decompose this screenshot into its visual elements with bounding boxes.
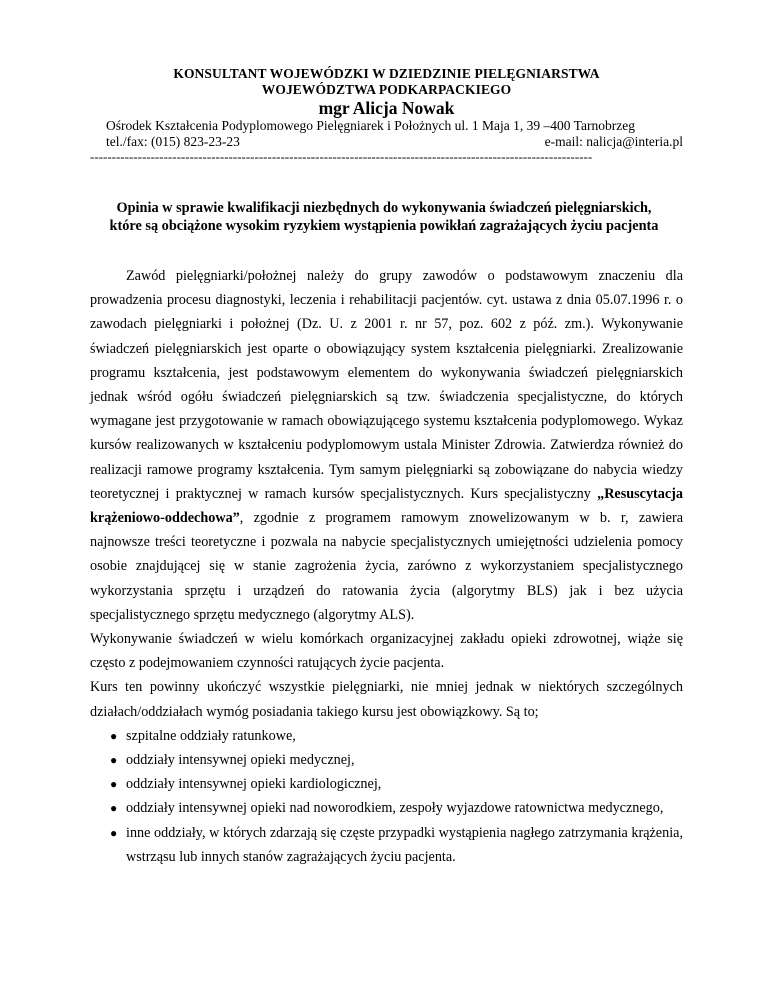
list-item [90, 772, 683, 796]
letterhead-separator: -------------------------------------------------------------------------------------------------------------------- [90, 150, 593, 164]
consultant-name: mgr Alicja Nowak [318, 98, 455, 118]
bullet-icon: ● [110, 777, 118, 792]
list-item-text: oddziały intensywnej opieki medycznej, [126, 752, 355, 769]
list-item [90, 796, 683, 820]
required-units-list [90, 724, 683, 869]
list-item-text: inne oddziały, w których zdarzają się częste przypadki wystąpienia nagłego zatrzymania krążenia, wstrząsu lub innych stanów zagrażających życiu pacjenta. [126, 824, 683, 865]
paragraph-1-text-cont: , zgodnie z programem ramowym znowelizowanym w b. r, zawiera najnowsze treści teoretyczne i pozwala na nabycie specjalistycznych umiejętności udzielenia pomocy osobie znajdującej się w stanie zagrożenia życia, zarówno z wykorzystaniem specjalistycznego wykorzystania sprzętu i urządzeń do ratowania życia (algorytmy BLS) jak i bez użycia specjalistycznego sprzętu medycznego (algorytmy ALS). [90, 510, 683, 623]
bullet-icon: ● [110, 825, 118, 840]
bullet-icon: ● [110, 801, 118, 816]
course-name: „Resuscytacja krążeniowo-oddechowa” [90, 485, 683, 527]
document-title-line2: które są obciążone wysokim ryzykiem wystąpienia powikłań zagrażających życiu pacjenta [109, 218, 659, 234]
list-item-text: oddziały intensywnej opieki nad noworodkiem, zespoły wyjazdowe ratownictwa medycznego, [126, 800, 664, 817]
list-item-text: oddziały intensywnej opieki kardiologicznej, [126, 776, 382, 793]
paragraph-1-text: Zawód pielęgniarki/położnej należy do grupy zawodów o podstawowym znaczeniu dla prowadzenia procesu diagnostyki, leczenia i rehabilitacji pacjentów. cyt. ustawa z dnia 05.07.1996 r. o zawodach pielęgniarki i położnej (Dz. U. z 2001 r. nr 57, poz. 602 z póź. zm.). Wykonywanie świadczeń pielęgniarskich jest oparte o obowiązujący system kształcenia pielęgniarki. Zrealizowanie programu kształcenia, jest podstawowym elementem do wykonywania świadczeń pielęgniarskich jednak wśród ogółu świadczeń pielęgniarskich są tzw. świadczenia specjalistyczne, do których wymagane jest przygotowanie w ramach obowiązującego systemu kształcenia podyplomowego. Wykaz kursów realizowanych w kształceniu podyplomowym ustala Minister Zdrowia. Zatwierdza również do realizacji ramowe programy kształcenia. Tym samym pielęgniarki są zobowiązane do nabycia wiedzy teoretycznej i praktycznej w ramach kursów specjalistycznych. Kurs specjalistyczny [90, 268, 683, 502]
paragraph-2: Wykonywanie świadczeń w wielu komórkach organizacyjnej zakładu opieki zdrowotnej, wiąże się często z podejmowaniem czynności ratujących życie pacjenta. [90, 631, 683, 672]
list-item [90, 724, 683, 748]
document-title [60, 199, 708, 235]
letterhead [90, 66, 683, 164]
letterhead-contact [106, 134, 683, 150]
paragraph-3: Kurs ten powinny ukończyć wszystkie pielęgniarki, nie mniej jednak w niektórych szczególnych działach/oddziałach wymóg posiadania takiego kursu jest obowiązkowy. Są to; [90, 679, 683, 720]
letterhead-email: e-mail: nalicja@interia.pl [544, 134, 683, 149]
list-item [90, 748, 683, 772]
paragraph-1 [90, 264, 683, 627]
list-item [90, 821, 683, 869]
bullet-icon: ● [110, 753, 118, 768]
bullet-icon: ● [110, 728, 118, 743]
letterhead-title-line1: KONSULTANT WOJEWÓDZKI W DZIEDZINIE PIELĘGNIARSTWA [173, 66, 600, 81]
list-item-text: szpitalne oddziały ratunkowe, [126, 727, 296, 744]
letterhead-phone: tel./fax: (015) 823-23-23 [106, 134, 240, 149]
letterhead-address: Ośrodek Kształcenia Podyplomowego Pielęgniarek i Położnych ul. 1 Maja 1, 39 –400 Tarnobrzeg [106, 118, 635, 133]
letterhead-title-line2: WOJEWÓDZTWA PODKARPACKIEGO [261, 82, 512, 97]
document-body [90, 264, 683, 869]
document-title-line1: Opinia w sprawie kwalifikacji niezbędnych do wykonywania świadczeń pielęgniarskich, [116, 200, 652, 216]
